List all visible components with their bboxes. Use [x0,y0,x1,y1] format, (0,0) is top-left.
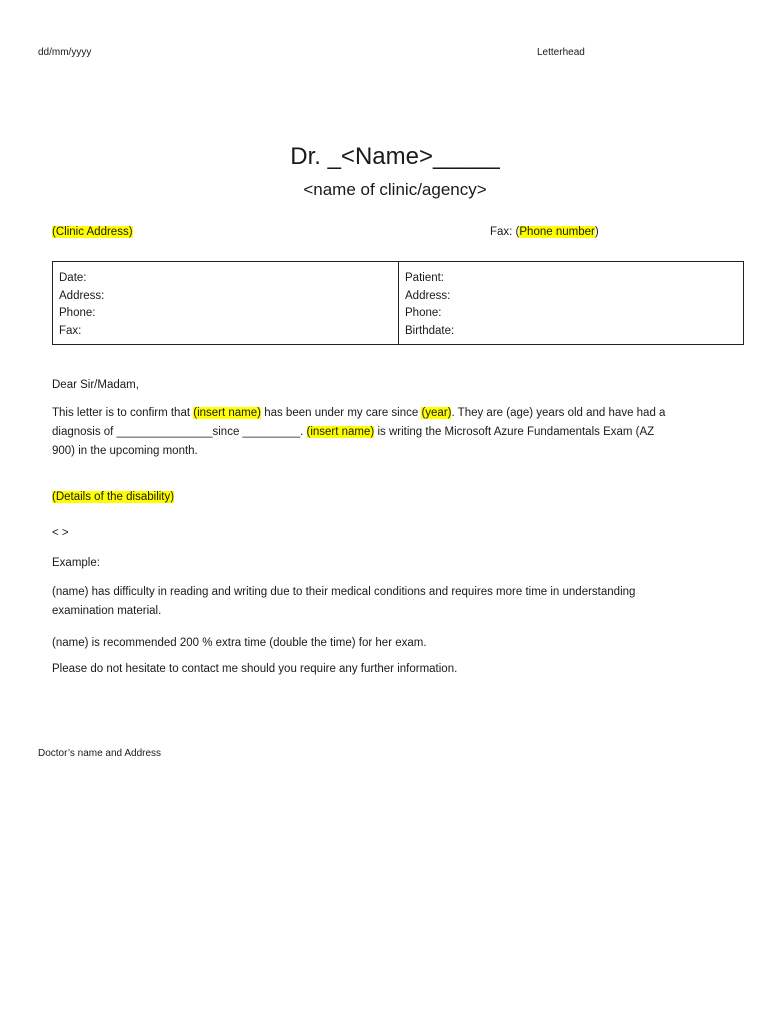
confirmation-paragraph [52,404,732,461]
doctor-signature-line: Doctor’s name and Address [38,748,162,759]
phone-field-label: Phone: [59,307,96,319]
doctor-info-column [53,262,399,344]
details-section [52,488,732,507]
example-label: Example: [52,557,100,569]
fax-label: Fax: ( [490,226,520,238]
insert-name-placeholder-2: (insert name) [306,426,375,438]
year-placeholder: (year) [421,407,452,419]
patient-info-column [399,262,743,344]
text-segment: diagnosis of _______________since _________. [52,426,307,438]
paragraph-line-2 [52,423,732,442]
salutation: Dear Sir/Madam, [52,379,139,391]
fax-close: ) [594,226,599,238]
birthdate-field-label: Birthdate: [405,324,455,337]
example-line-2: examination material. [52,605,162,617]
doctor-name-title: Dr. _<Name>_____ [290,143,500,170]
phone-number-placeholder: Phone number [519,226,595,238]
paragraph-line-3: 900) in the upcoming month. [52,445,198,457]
letterhead-label: Letterhead [537,47,585,58]
text-segment: . They are (age) years old and have had a [451,407,666,419]
text-segment: has been under my care since [261,407,422,419]
address-field-label: Address: [59,289,105,302]
fax-line [490,226,599,238]
patient-field-label: Patient: [405,272,444,284]
clinic-name: <name of clinic/agency> [303,180,487,199]
date-field-label: Date: [59,272,87,284]
info-table [52,261,744,345]
text-segment: is writing the Microsoft Azure Fundamentals Exam (AZ [374,426,655,438]
insert-name-placeholder: (insert name) [193,407,261,419]
patient-phone-field-label: Phone: [405,307,442,319]
paragraph-line-1 [52,404,732,423]
date-format: dd/mm/yyyy [38,47,92,58]
example-paragraph [52,583,732,621]
text-segment: This letter is to confirm that [52,407,194,419]
clinic-address-placeholder: (Clinic Address) [52,226,133,238]
fax-field-label: Fax: [59,324,82,337]
recommendation: (name) is recommended 200 % extra time (double the time) for her exam. [52,637,427,649]
closing-line: Please do not hesitate to contact me should you require any further information. [52,663,458,675]
clinic-address [52,226,133,238]
patient-address-field-label: Address: [405,289,451,302]
details-placeholder: (Details of the disability) [52,491,175,503]
example-line-1: (name) has difficulty in reading and writing due to their medical conditions and requires more time in understanding [52,586,636,598]
angle-brackets: < > [52,527,69,539]
